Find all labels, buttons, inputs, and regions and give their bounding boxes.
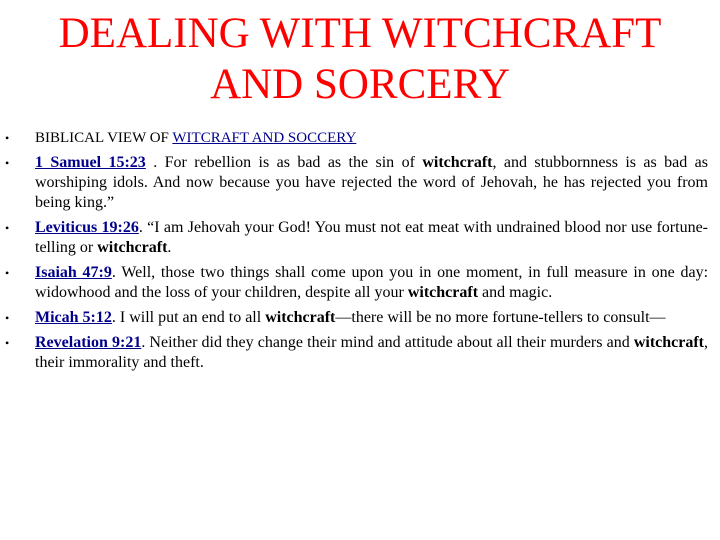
- verse-text: , and stubbornness is as bad as worshiping idols. And now because you have rejected the word of Jehovah, he has rejected you from being king.”: [35, 154, 708, 211]
- bullet-icon: •: [5, 336, 10, 350]
- bullet-item-micah: [5, 308, 708, 328]
- scripture-link-revelation[interactable]: Revelation 9:21: [35, 334, 142, 351]
- bullet-item-heading: [5, 128, 708, 148]
- bullet-item-leviticus: [5, 218, 709, 258]
- bullet-item-revelation: [5, 333, 708, 373]
- keyword-witchcraft: witchcraft: [422, 154, 493, 171]
- verse-text: . Well, those two things shall come upon you in one moment, in full measure in one day: widowhood and the loss of your children, despite all your: [35, 264, 709, 301]
- bullet-icon: •: [5, 266, 10, 280]
- scripture-link-leviticus[interactable]: Leviticus 19:26: [35, 219, 139, 236]
- bullet-icon: •: [5, 131, 10, 145]
- verse-text: —there will be no more fortune-tellers to consult—: [335, 309, 666, 326]
- keyword-witchcraft: witchcraft: [265, 309, 336, 326]
- title-line-1: DEALING WITH WITCHCRAFT: [58, 10, 662, 57]
- bullet-item-isaiah: [5, 263, 709, 303]
- bullet-icon: •: [5, 311, 10, 325]
- verse-text: . “I am Jehovah your God! You must not eat meat with undrained blood nor use fortune-telling or: [35, 219, 709, 256]
- bullet-item-1-samuel: [5, 153, 708, 213]
- verse-text: and magic.: [478, 284, 553, 301]
- title-line-2: AND SORCERY: [210, 61, 510, 108]
- verse-text: . For rebellion is as bad as the sin of: [145, 154, 423, 171]
- verse-text: . I will put an end to all: [111, 309, 266, 326]
- verse-text: . Neither did they change their mind and attitude about all their murders and: [141, 334, 634, 351]
- bullet-list: [5, 128, 709, 378]
- bullet-icon: •: [5, 221, 10, 235]
- scripture-link-isaiah[interactable]: Isaiah 47:9: [35, 264, 112, 281]
- heading-prefix: BIBLICAL VIEW OF: [35, 130, 173, 146]
- keyword-witchcraft: witchcraft: [633, 334, 704, 351]
- keyword-witchcraft: witchcraft: [97, 239, 168, 256]
- scripture-link-1-samuel[interactable]: 1 Samuel 15:23: [35, 154, 146, 171]
- slide-title: [0, 8, 720, 110]
- scripture-link-micah[interactable]: Micah 5:12: [35, 309, 112, 326]
- verse-text: , their immorality and theft.: [35, 334, 708, 371]
- heading-link[interactable]: WITCRAFT AND SOCCERY: [172, 130, 357, 146]
- verse-text: .: [167, 239, 172, 256]
- bullet-icon: •: [5, 156, 10, 170]
- keyword-witchcraft: witchcraft: [407, 284, 479, 301]
